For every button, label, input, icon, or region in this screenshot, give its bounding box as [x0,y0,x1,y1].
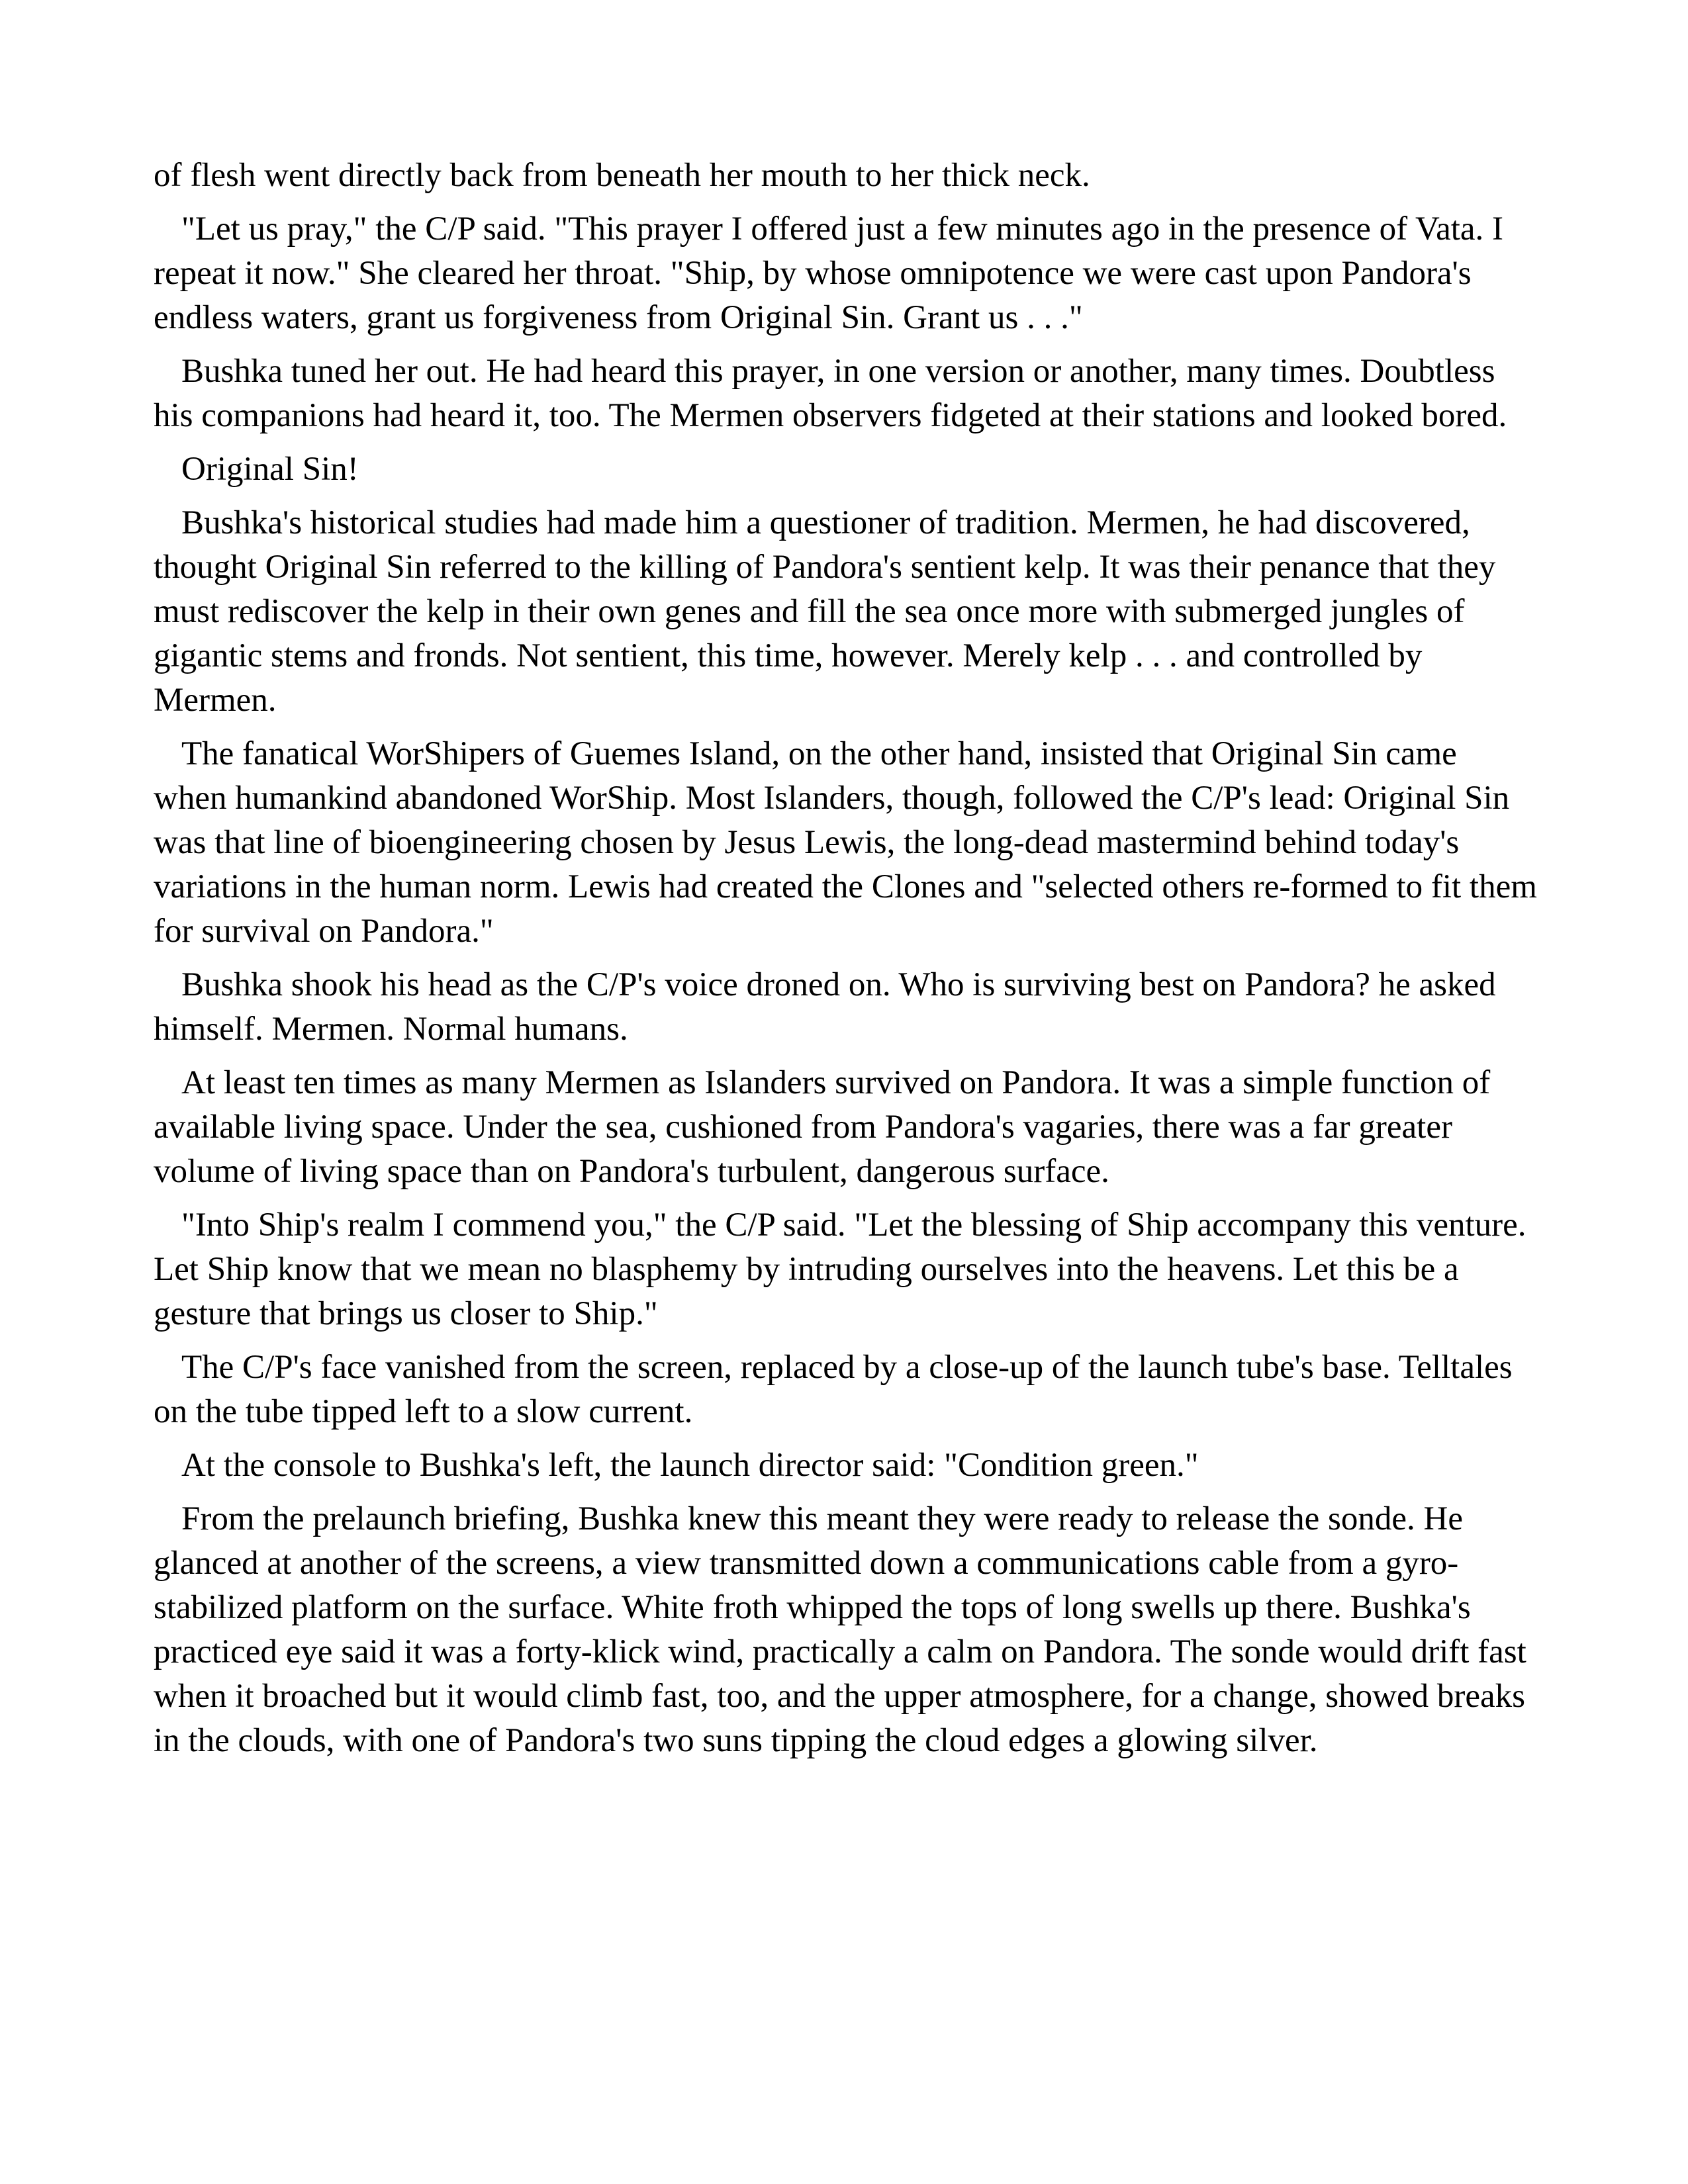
paragraph: "Into Ship's realm I commend you," the C/P said. "Let the blessing of Ship accompany this venture. Let Ship know that we mean no blasphemy by intruding ourselves into the heavens. Let this be a gesture that brings us closer to Ship." [154,1206,1526,1332]
body-text [154,154,1537,1772]
paragraph: The C/P's face vanished from the screen, replaced by a close-up of the launch tube's base. Telltales on the tube tipped left to a slow current. [154,1349,1513,1430]
paragraph: "Let us pray," the C/P said. "This prayer I offered just a few minutes ago in the presence of Vata. I repeat it now." She cleared her throat. "Ship, by whose omnipotence we were cast upon Pandora's endless waters, grant us forgiveness from Original Sin. Grant us . . ." [154,210,1504,336]
paragraph: Bushka shook his head as the C/P's voice droned on. Who is surviving best on Pandora? he asked himself. Mermen. Normal humans. [154,966,1496,1048]
paragraph: At the console to Bushka's left, the launch director said: "Condition green." [181,1447,1199,1484]
paragraph: At least ten times as many Mermen as Islanders survived on Pandora. It was a simple function of available living space. Under the sea, cushioned from Pandora's vagaries, there was a far greater volume of living space than on Pandora's turbulent, dangerous surface. [154,1064,1491,1190]
paragraph: Bushka tuned her out. He had heard this prayer, in one version or another, many times. Doubtless his companions had heard it, too. The Mermen observers fidgeted at their stations and looked bored. [154,353,1507,434]
paragraph: From the prelaunch briefing, Bushka knew this meant they were ready to release the sonde. He glanced at another of the screens, a view transmitted down a communications cable from a gyro-stabilized platform on the surface. White froth whipped the tops of long swells up there. Bushka's practiced eye said it was a forty-klick wind, practically a calm on Pandora. The sonde would drift fast when it broached but it would climb fast, too, and the upper atmosphere, for a change, showed breaks in the clouds, with one of Pandora's two suns tipping the cloud edges a glowing silver. [154,1500,1526,1759]
paragraph: The fanatical WorShipers of Guemes Island, on the other hand, insisted that Original Sin came when humankind abandoned WorShip. Most Islanders, though, followed the C/P's lead: Original Sin was that line of bioengineering chosen by Jesus Lewis, the long-dead mastermind behind today's variations in the human norm. Lewis had created the Clones and "selected others re-formed to fit them for survival on Pandora." [154,735,1537,950]
paragraph: Bushka's historical studies had made him a questioner of tradition. Mermen, he had discovered, thought Original Sin referred to the killing of Pandora's sentient kelp. It was their penance that they must rediscover the kelp in their own genes and fill the sea once more with submerged jungles of gigantic stems and fronds. Not sentient, this time, however. Merely kelp . . . and controlled by Mermen. [154,504,1496,719]
paragraph: Original Sin! [181,451,359,488]
paragraph: of flesh went directly back from beneath her mouth to her thick neck. [154,157,1090,194]
